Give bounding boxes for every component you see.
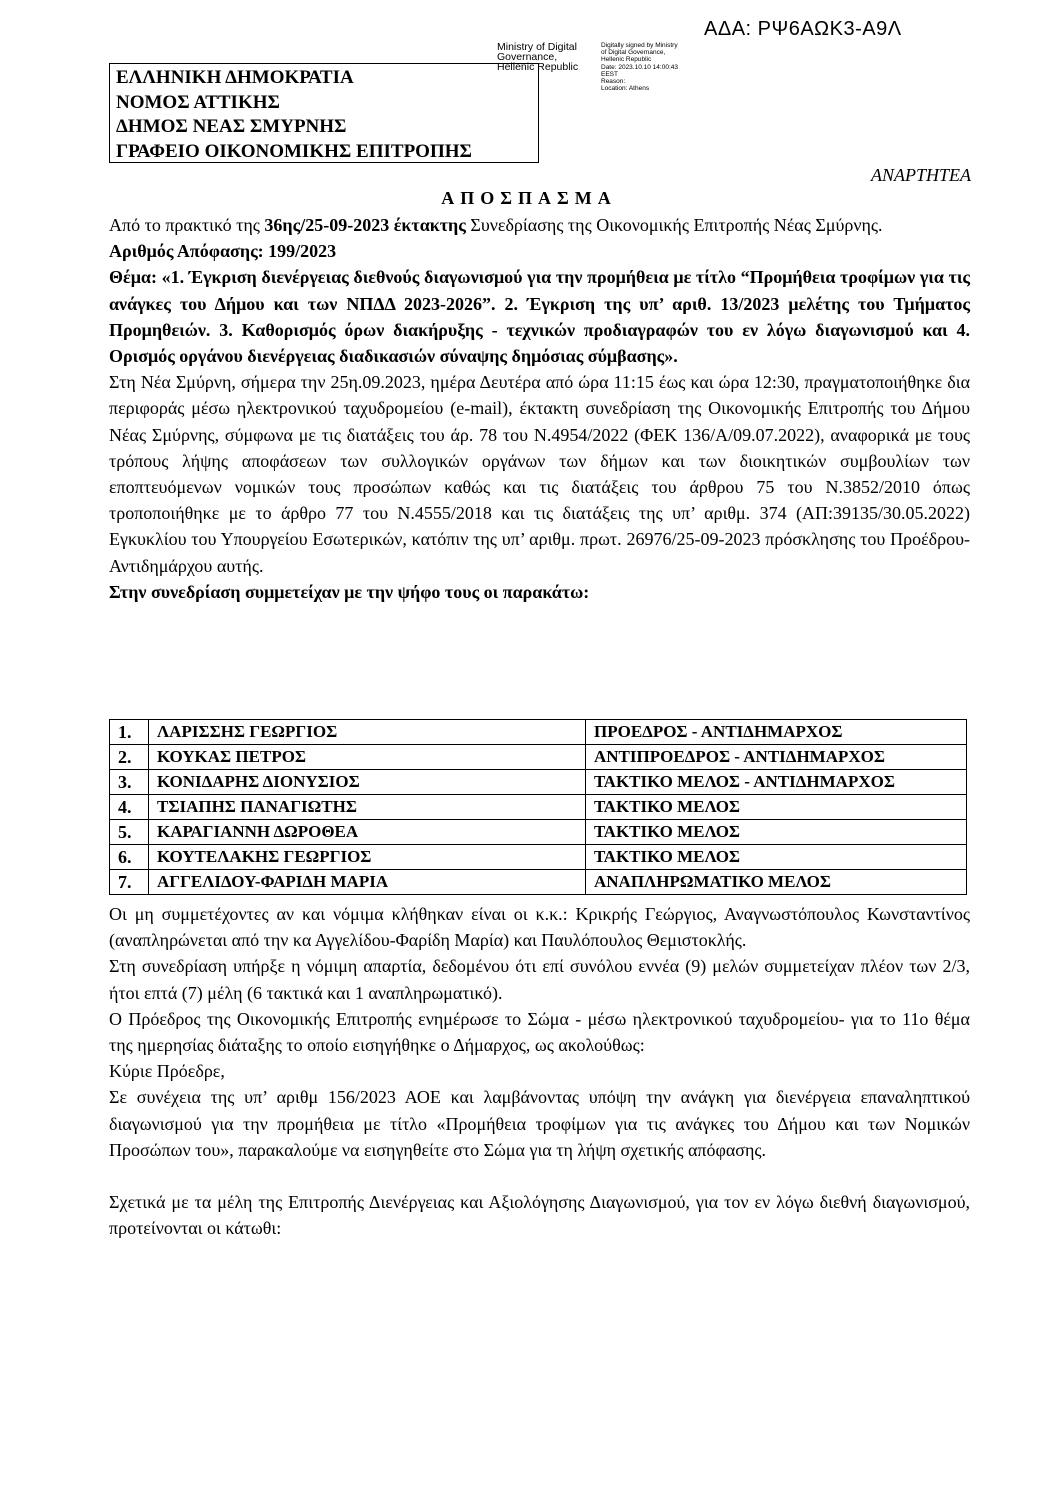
document-title: ΑΠΟΣΠΑΣΜΑ bbox=[441, 188, 617, 208]
header-line: ΕΛΛΗΝΙΚΗ ΔΗΜΟΚΡΑΤΙΑ bbox=[116, 67, 354, 88]
member-number: 3. bbox=[110, 770, 149, 795]
member-role: ΠΡΟΕΔΡΟΣ - ΑΝΤΙΔΗΜΑΡΧΟΣ bbox=[586, 720, 967, 745]
signature-line: Location: Athens bbox=[601, 85, 650, 93]
member-role: ΑΝΤΙΠΡΟΕΔΡΟΣ - ΑΝΤΙΔΗΜΑΡΧΟΣ bbox=[586, 745, 967, 770]
participants-heading: Στην συνεδρίαση συμμετείχαν με την ψήφο τους οι παρακάτω: bbox=[109, 581, 590, 602]
member-name: ΑΓΓΕΛΙΔΟΥ-ΦΑΡΙΔΗ ΜΑΡΙΑ bbox=[149, 870, 586, 895]
intro-pre: Από το πρακτικό της bbox=[109, 215, 265, 235]
member-role: ΤΑΚΤΙΚΟ ΜΕΛΟΣ bbox=[586, 795, 967, 820]
intro-paragraph bbox=[109, 212, 970, 238]
member-number: 2. bbox=[110, 745, 149, 770]
table-row bbox=[110, 845, 967, 870]
proposal-paragraph: Σε συνέχεια της υπ’ αριθμ 156/2023 ΑΟΕ και λαμβάνοντας υπόψη την ανάγκη για διενέργεια επαναληπτικού διαγωνισμού για την προμήθεια με τίτλο «Προμήθεια τροφίμων για τις ανάγκες του Δήμου και των Νομικών Προσώπων του», παρακαλούμε να εισηγηθείτε στο Σώμα για τη λήψη σχετικής απόφασης. bbox=[109, 1087, 970, 1160]
decision-number: Αριθμός Απόφασης: 199/2023 bbox=[109, 241, 337, 262]
subject: Θέμα: «1. Έγκριση διενέργειας διεθνούς διαγωνισμού για την προμήθεια με τίτλο “Προμήθεια τροφίμων για τις ανάγκες του Δήμου και των ΝΠΔΔ 2023-2026”. 2. Έγκριση της υπ’ αριθ. 13/2023 μελέτης του Τμήματος Προμηθειών. 3. Καθορισμός όρων διακήρυξης - τεχνικών προδιαγραφών του εν λόγω διαγωνισμού και 4. Ορισμός οργάνου διενέργειας διαδικασιών σύναψης δημόσιας σύμβασης». bbox=[109, 267, 970, 367]
member-name: ΚΑΡΑΓΙΑΝΝΗ ΔΩΡΟΘΕΑ bbox=[149, 820, 586, 845]
member-role: ΤΑΚΤΙΚΟ ΜΕΛΟΣ - ΑΝΤΙΔΗΜΑΡΧΟΣ bbox=[586, 770, 967, 795]
signature-line: Digitally signed by Ministry bbox=[601, 42, 678, 49]
quorum-paragraph: Στη συνεδρίαση υπήρξε η νόμιμη απαρτία, δεδομένου ότι επί συνόλου εννέα (9) μελών συμμετείχαν πλέον των 2/3, ήτοι επτά (7) μέλη (6 τακτικά και 1 αναπληρωματικό). bbox=[109, 956, 970, 1003]
document-body-continued bbox=[109, 901, 970, 1241]
posting-notice: ΑΝΑΡΤΗΤΕΑ bbox=[870, 165, 971, 185]
ada-code: ΑΔΑ: ΡΨ6ΑΩΚ3-Α9Λ bbox=[704, 18, 902, 40]
table-row bbox=[110, 770, 967, 795]
signature-issuer: Ministry of Digital Governance, Hellenic Republic bbox=[497, 41, 579, 73]
member-role: ΤΑΚΤΙΚΟ ΜΕΛΟΣ bbox=[586, 820, 967, 845]
salutation: Κύριε Πρόεδρε, bbox=[109, 1061, 225, 1082]
session-paragraph: Στη Νέα Σμύρνη, σήμερα την 25η.09.2023, ημέρα Δευτέρα από ώρα 11:15 έως και ώρα 12:30, πραγματοποιήθηκε δια περιφοράς μέσω ηλεκτρονικού ταχυδρομείου (e-mail), έκτακτη συνεδρίαση της Οικονομικής Επιτροπής του Δήμου Νέας Σμύρνης, σύμφωνα με τις διατάξεις του άρ. 78 του Ν.4954/2022 (ΦΕΚ 136/Α/09.07.2022), αναφορικά με τους τρόπους λήψης αποφάσεων των συλλογικών οργάνων των δήμων και των διοικητικών συμβουλίων των εποπτευόμενων νομικών τους προσώπων καθώς και τις διατάξεις του άρθρου 75 του Ν.3852/2010 όπως τροποποιήθηκε με το άρθρο 77 του Ν.4555/2018 και τις διατάξεις της υπ’ αριθμ. 374 (ΑΠ:39135/30.05.2022) Εγκυκλίου του Υπουργείου Εσωτερικών, κατόπιν της υπ’ αριθμ. πρωτ. 26976/25-09-2023 πρόσκλησης του Προέδρου-Αντιδημάρχου αυτής. bbox=[109, 372, 970, 576]
committee-paragraph: Σχετικά με τα μέλη της Επιτροπής Διενέργειας και Αξιολόγησης Διαγωνισμού, για τον εν λόγω διεθνή διαγωνισμού, προτείνονται οι κάτωθι: bbox=[109, 1192, 970, 1239]
meeting-number: 36ης/25-09-2023 έκτακτης bbox=[264, 215, 466, 235]
member-number: 5. bbox=[110, 820, 149, 845]
table-row bbox=[110, 745, 967, 770]
member-number: 1. bbox=[110, 720, 149, 745]
header-line: ΔΗΜΟΣ ΝΕΑΣ ΣΜΥΡΝΗΣ bbox=[116, 116, 347, 137]
header-line: ΓΡΑΦΕΙΟ ΟΙΚΟΝΟΜΙΚΗΣ ΕΠΙΤΡΟΠΗΣ bbox=[116, 140, 472, 162]
blank-line bbox=[109, 1163, 970, 1189]
member-name: ΛΑΡΙΣΣΗΣ ΓΕΩΡΓΙΟΣ bbox=[149, 720, 586, 745]
table-row bbox=[110, 820, 967, 845]
member-number: 6. bbox=[110, 845, 149, 870]
absent-paragraph: Οι μη συμμετέχοντες αν και νόμιμα κλήθηκαν είναι οι κ.κ.: Κρικρής Γεώργιος, Αναγνωστόπουλος Κωνσταντίνος (αναπληρώνεται από την κα Αγγελίδου-Φαρίδη Μαρία) και Παυλόπουλος Θεμιστοκλής. bbox=[109, 904, 970, 951]
member-name: ΤΣΙΑΠΗΣ ΠΑΝΑΓΙΩΤΗΣ bbox=[149, 795, 586, 820]
signature-line: Hellenic Republic bbox=[601, 56, 652, 64]
member-number: 4. bbox=[110, 795, 149, 820]
signature-details bbox=[601, 42, 701, 92]
intro-post: Συνεδρίασης της Οικονομικής Επιτροπής Νέας Σμύρνης. bbox=[465, 215, 883, 235]
signature-line: Date: 2023.10.10 14:00:43 bbox=[601, 63, 678, 71]
member-name: ΚΟΥΚΑΣ ΠΕΤΡΟΣ bbox=[149, 745, 586, 770]
signature-line: of Digital Governance, bbox=[601, 49, 666, 57]
header-line: ΝΟΜΟΣ ΑΤΤΙΚΗΣ bbox=[116, 91, 280, 113]
member-name: ΚΟΝΙΔΑΡΗΣ ΔΙΟΝΥΣΙΟΣ bbox=[149, 770, 586, 795]
signature-line: EEST bbox=[601, 70, 618, 78]
table-row bbox=[110, 720, 967, 745]
signature-line: Reason: bbox=[601, 78, 626, 86]
organization-header bbox=[109, 63, 539, 163]
table-row bbox=[110, 795, 967, 820]
member-number: 7. bbox=[110, 870, 149, 895]
member-name: ΚΟΥΤΕΛΑΚΗΣ ΓΕΩΡΓΙΟΣ bbox=[149, 845, 586, 870]
document-body bbox=[109, 212, 970, 605]
table-row bbox=[110, 870, 967, 895]
president-paragraph: Ο Πρόεδρος της Οικονομικής Επιτροπής ενημέρωσε το Σώμα - μέσω ηλεκτρονικού ταχυδρομείου- για το 11ο θέμα της ημερησίας διάταξης το οποίο εισηγήθηκε ο Δήμαρχος, ως ακολούθως: bbox=[109, 1008, 970, 1056]
member-role: ΑΝΑΠΛΗΡΩΜΑΤΙΚΟ ΜΕΛΟΣ bbox=[586, 870, 967, 895]
member-role: ΤΑΚΤΙΚΟ ΜΕΛΟΣ bbox=[586, 845, 967, 870]
members-table bbox=[109, 719, 967, 895]
